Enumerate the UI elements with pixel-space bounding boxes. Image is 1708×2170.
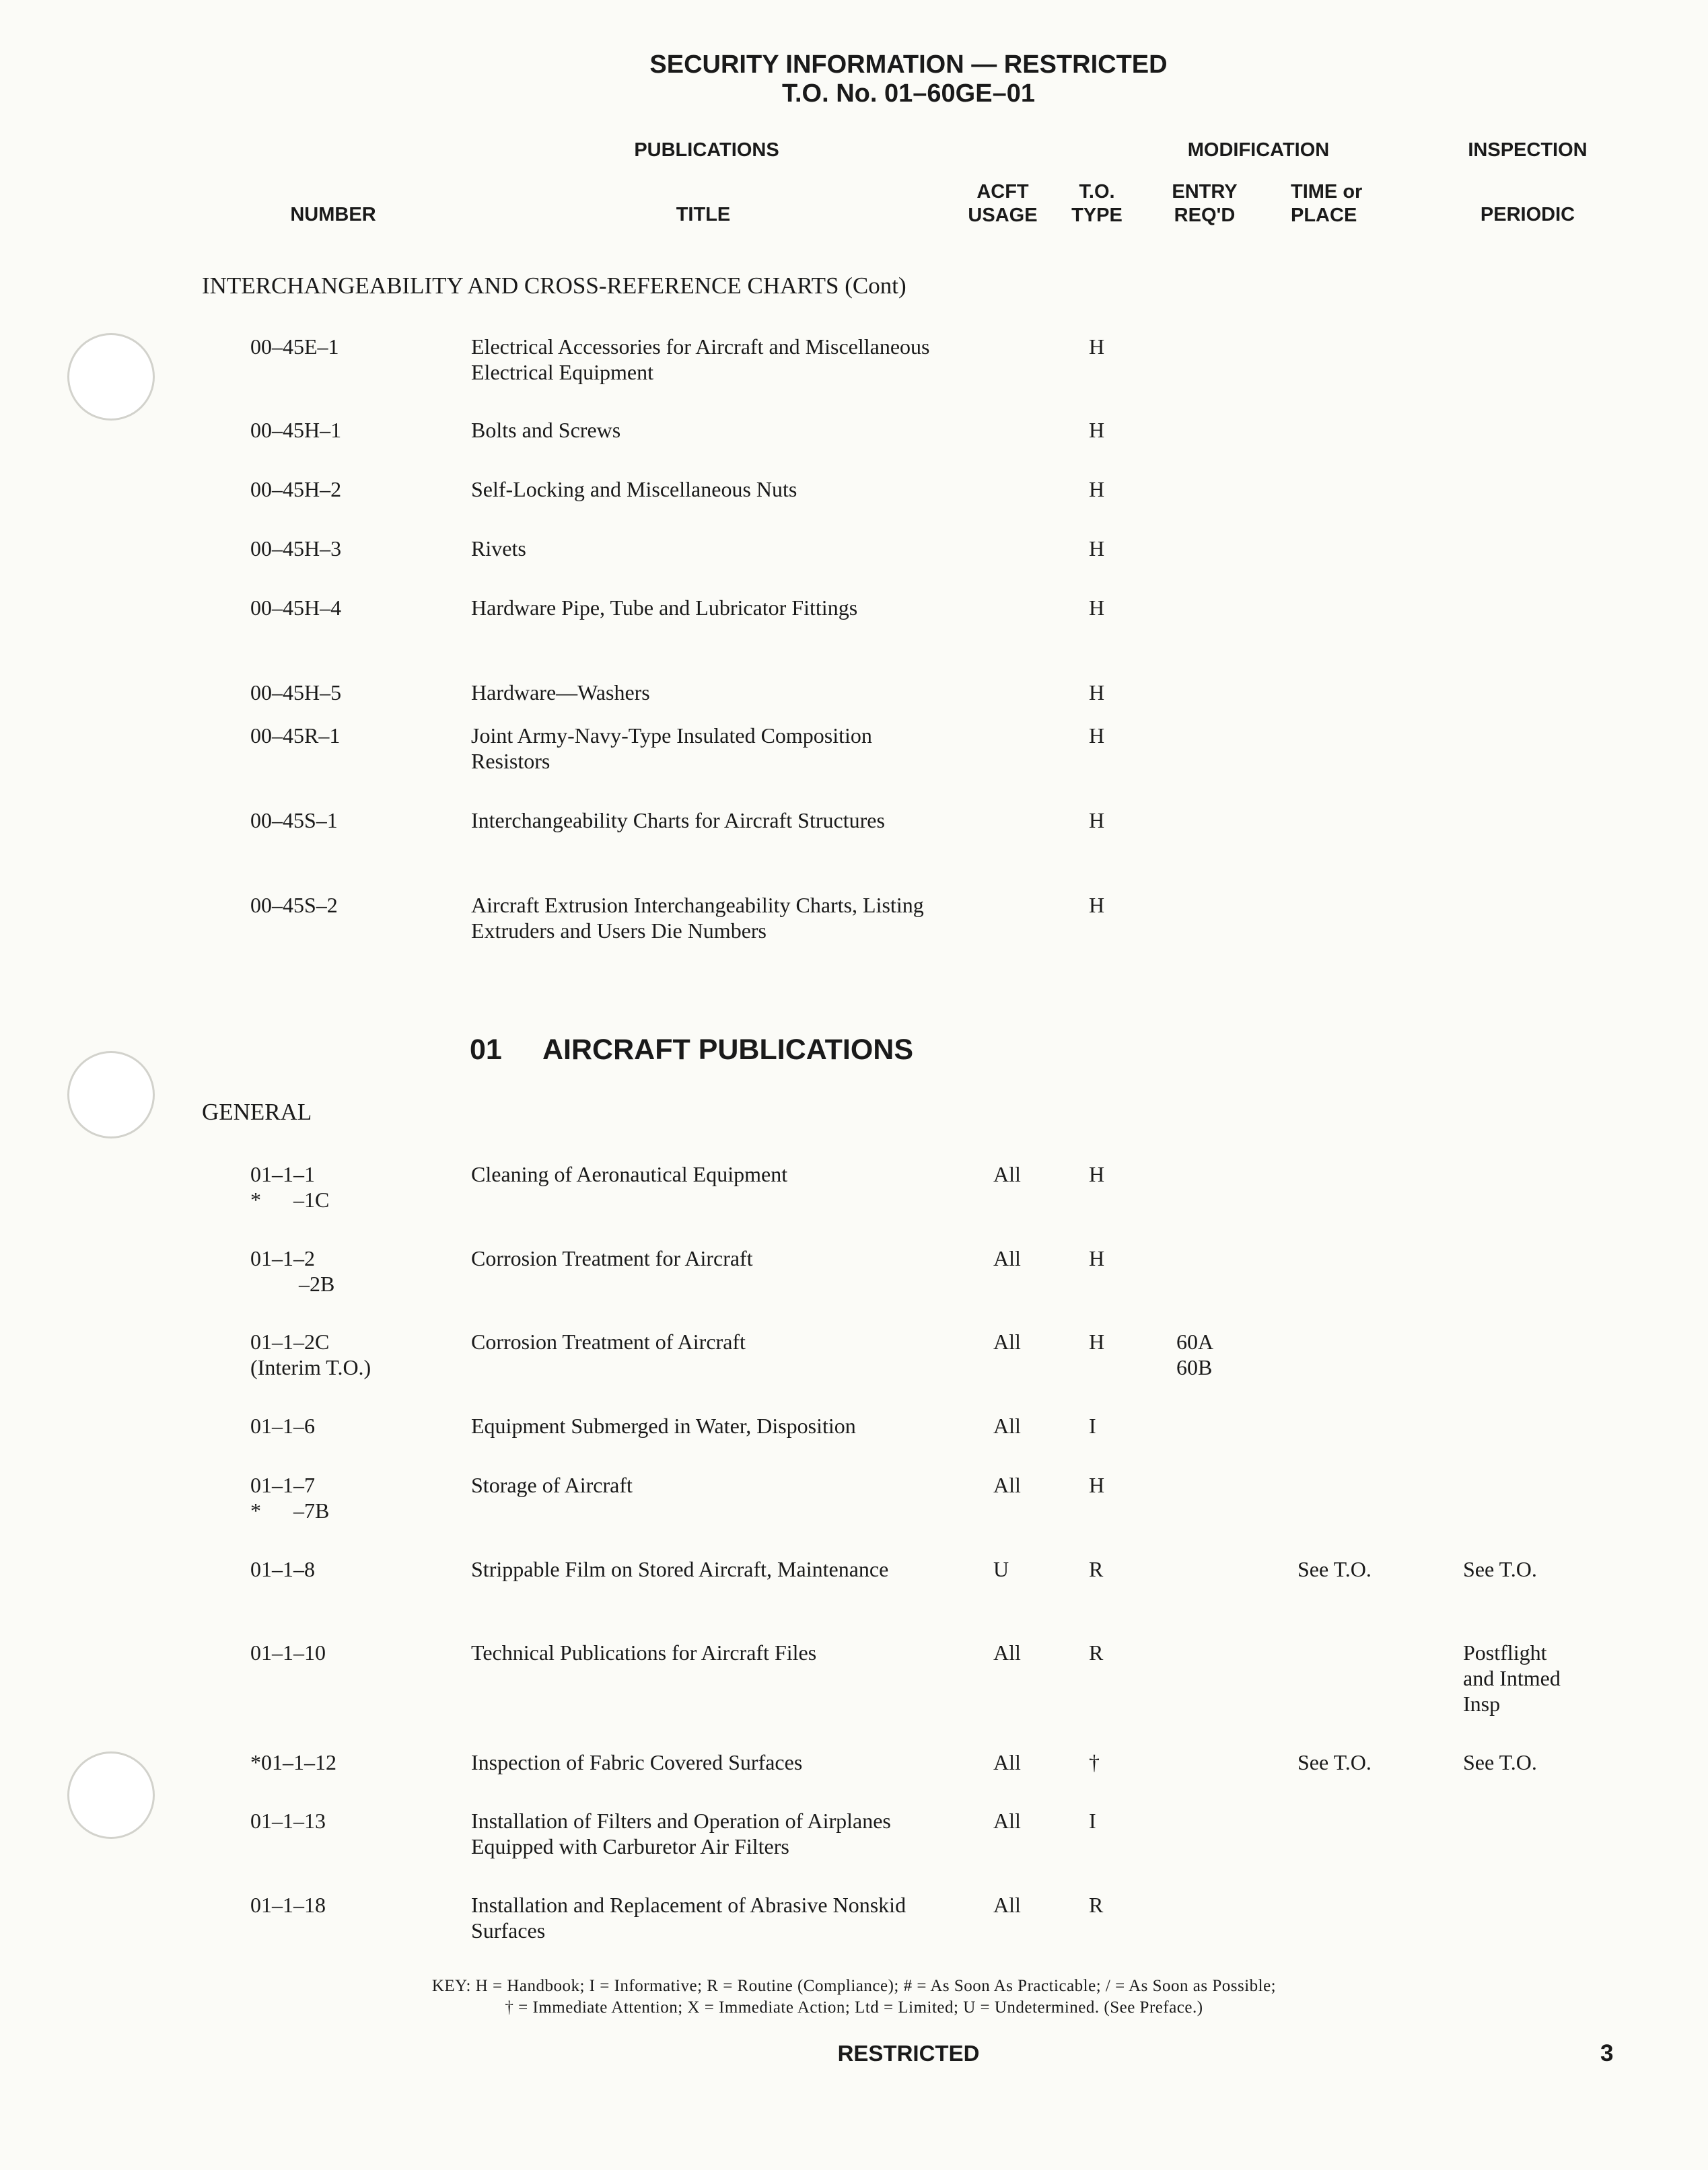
to-type: H: [1089, 723, 1105, 748]
publication-number: 01–1–1 * –1C: [250, 1162, 330, 1212]
time-or-place: See T.O.: [1297, 1557, 1372, 1581]
publication-title: Corrosion Treatment for Aircraft: [471, 1246, 753, 1270]
acft-usage: All: [993, 1893, 1021, 1917]
publication-title: Joint Army-Navy-Type Insulated Composition Resistors: [471, 723, 872, 773]
publication-number: 01–1–18: [250, 1893, 326, 1917]
col-title: TITLE: [676, 204, 731, 225]
key-legend-line-2: † = Immediate Attention; X = Immediate Action; Ltd = Limited; U = Undetermined. (See Preface.): [505, 1998, 1203, 2017]
publication-title: Installation and Replacement of Abrasive Nonskid Surfaces: [471, 1893, 906, 1943]
publication-number: *01–1–12: [250, 1750, 336, 1774]
publication-title: Hardware—Washers: [471, 680, 650, 704]
col-to-type: T.O. TYPE: [1071, 181, 1123, 226]
to-type: †: [1089, 1750, 1100, 1774]
publication-title: Storage of Aircraft: [471, 1473, 633, 1497]
acft-usage: All: [993, 1750, 1021, 1774]
to-type: H: [1089, 1473, 1105, 1497]
acft-usage: All: [993, 1414, 1021, 1438]
publication-number: 00–45H–5: [250, 680, 342, 704]
periodic-inspection: See T.O.: [1463, 1557, 1537, 1581]
publication-number: 01–1–10: [250, 1640, 326, 1665]
acft-usage: All: [993, 1330, 1021, 1354]
col-time-place: TIME or PLACE: [1291, 181, 1363, 226]
col-group-modification: MODIFICATION: [1187, 139, 1330, 161]
publication-number: 00–45S–2: [250, 893, 338, 917]
acft-usage: All: [993, 1246, 1021, 1270]
section-title: AIRCRAFT PUBLICATIONS: [542, 1034, 914, 1066]
to-type: H: [1089, 595, 1105, 620]
to-type: H: [1089, 893, 1105, 917]
publication-title: Self-Locking and Miscellaneous Nuts: [471, 477, 797, 501]
publication-title: Rivets: [471, 536, 526, 560]
to-type: H: [1089, 1162, 1105, 1186]
publication-title: Electrical Accessories for Aircraft and Miscellaneous Electrical Equipment: [471, 334, 930, 384]
security-header: SECURITY INFORMATION — RESTRICTED: [649, 50, 1168, 79]
binder-hole-middle: [67, 1051, 155, 1138]
to-type: H: [1089, 680, 1105, 704]
publication-number: 00–45R–1: [250, 723, 341, 748]
publication-number: 00–45H–1: [250, 418, 342, 442]
section-heading-interchangeability: INTERCHANGEABILITY AND CROSS-REFERENCE CHARTS (Cont): [202, 273, 906, 299]
publication-title: Bolts and Screws: [471, 418, 621, 442]
entry-reqd: 60A 60B: [1176, 1330, 1214, 1379]
col-periodic: PERIODIC: [1480, 204, 1575, 225]
publication-title: Hardware Pipe, Tube and Lubricator Fittings: [471, 595, 858, 620]
time-or-place: See T.O.: [1297, 1750, 1372, 1774]
col-group-publications: PUBLICATIONS: [634, 139, 779, 161]
to-type: H: [1089, 1330, 1105, 1354]
publication-title: Technical Publications for Aircraft Files: [471, 1640, 817, 1665]
col-group-inspection: INSPECTION: [1468, 139, 1588, 161]
col-number: NUMBER: [290, 204, 376, 225]
to-type: R: [1089, 1557, 1104, 1581]
publication-title: Cleaning of Aeronautical Equipment: [471, 1162, 788, 1186]
periodic-inspection: Postflight and Intmed Insp: [1463, 1640, 1561, 1716]
to-type: I: [1089, 1414, 1096, 1438]
publication-title: Inspection of Fabric Covered Surfaces: [471, 1750, 803, 1774]
publication-number: 00–45E–1: [250, 334, 339, 359]
to-type: H: [1089, 418, 1105, 442]
acft-usage: All: [993, 1640, 1021, 1665]
binder-hole-bottom: [67, 1751, 155, 1839]
acft-usage: U: [993, 1557, 1009, 1581]
to-type: H: [1089, 808, 1105, 832]
document-number: T.O. No. 01–60GE–01: [782, 79, 1035, 108]
publication-number: 01–1–6: [250, 1414, 315, 1438]
to-type: H: [1089, 1246, 1105, 1270]
publication-number: 00–45H–2: [250, 477, 342, 501]
key-legend-line-1: KEY: H = Handbook; I = Informative; R = Routine (Compliance); # = As Soon As Practicable; / = As Soon as Possible;: [431, 1977, 1277, 1995]
page-number: 3: [1600, 2040, 1614, 2066]
publication-title: Installation of Filters and Operation of Airplanes Equipped with Carburetor Air Filters: [471, 1809, 891, 1858]
to-type: H: [1089, 334, 1105, 359]
section-number: 01: [470, 1034, 502, 1066]
binder-hole-top: [67, 333, 155, 421]
to-type: R: [1089, 1640, 1104, 1665]
publication-title: Strippable Film on Stored Aircraft, Maintenance: [471, 1557, 889, 1581]
publication-number: 00–45H–4: [250, 595, 342, 620]
acft-usage: All: [993, 1162, 1021, 1186]
to-type: R: [1089, 1893, 1104, 1917]
col-acft-usage: ACFT USAGE: [968, 181, 1038, 226]
acft-usage: All: [993, 1809, 1021, 1833]
footer-classification: RESTRICTED: [837, 2041, 980, 2066]
publication-number: 00–45H–3: [250, 536, 342, 560]
publication-number: 01–1–8: [250, 1557, 315, 1581]
publication-number: 01–1–2 –2B: [250, 1246, 335, 1296]
publication-title: Corrosion Treatment of Aircraft: [471, 1330, 746, 1354]
publication-number: 01–1–7 * –7B: [250, 1473, 330, 1523]
to-type: H: [1089, 536, 1105, 560]
periodic-inspection: See T.O.: [1463, 1750, 1537, 1774]
subsection-general: GENERAL: [202, 1099, 312, 1125]
publication-title: Equipment Submerged in Water, Disposition: [471, 1414, 856, 1438]
col-entry-reqd: ENTRY REQ'D: [1172, 181, 1238, 226]
publication-number: 01–1–13: [250, 1809, 326, 1833]
to-type: H: [1089, 477, 1105, 501]
publication-number: 00–45S–1: [250, 808, 338, 832]
acft-usage: All: [993, 1473, 1021, 1497]
publication-title: Interchangeability Charts for Aircraft Structures: [471, 808, 885, 832]
publication-title: Aircraft Extrusion Interchangeability Charts, Listing Extruders and Users Die Numbers: [471, 893, 924, 943]
publication-number: 01–1–2C (Interim T.O.): [250, 1330, 371, 1379]
to-type: I: [1089, 1809, 1096, 1833]
